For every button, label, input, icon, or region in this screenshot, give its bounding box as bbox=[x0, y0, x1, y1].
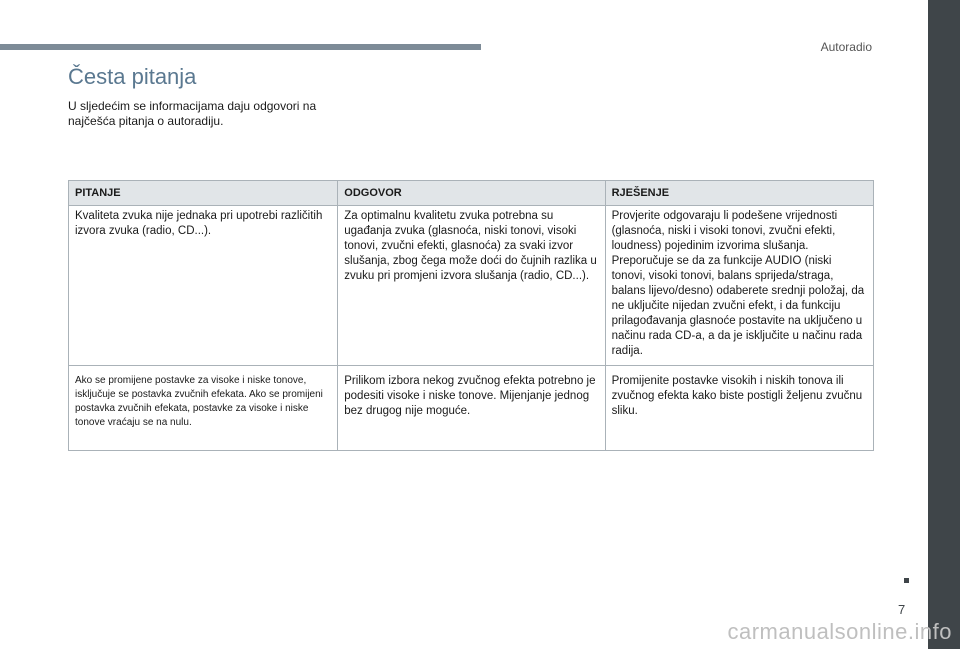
table-row bbox=[69, 366, 874, 451]
page-title: Česta pitanja bbox=[68, 64, 197, 89]
header-answer: ODGOVOR bbox=[338, 181, 605, 206]
side-bar bbox=[928, 0, 960, 649]
header-solution: RJEŠENJE bbox=[605, 181, 873, 206]
page-number: 7 bbox=[898, 602, 906, 617]
header-rule bbox=[0, 44, 481, 50]
faq-table bbox=[68, 180, 874, 451]
watermark: carmanualsonline.info bbox=[727, 619, 952, 644]
section-label: Autoradio bbox=[820, 40, 872, 54]
header-question: PITANJE bbox=[69, 181, 338, 206]
intro-text: U sljedećim se informacijama daju odgovori na najčešća pitanja o autoradiju. bbox=[68, 99, 317, 128]
bullet-marker bbox=[904, 578, 909, 583]
table-header-row bbox=[69, 181, 874, 206]
solution-cell: Provjerite odgovaraju li podešene vrijednosti (glasnoća, niski i visoki tonovi, zvučni efekti, loudness) pojedinim izvorima slušanja. Preporučuje se da za funkcije AUDIO (niski tonovi, visoki tonovi, balans sprijeda/straga, balans lijevo/desno) odaberete srednji položaj, da ne uključite nijedan zvučni efekt, i da funkciju prilagođavanja glasnoće postavite na uključeno u načinu rada CD-a, a da je isključite u načinu rada radija. bbox=[605, 206, 873, 366]
question-cell: Ako se promijene postavke za visoke i niske tonove, isključuje se postavka zvučnih efekata. Ako se promijeni postavka zvučnih efekata, postavke za visoke i niske tonove vraćaju se na nulu. bbox=[69, 366, 338, 451]
table-row bbox=[69, 206, 874, 366]
question-cell: Kvaliteta zvuka nije jednaka pri upotrebi različitih izvora zvuka (radio, CD...). bbox=[69, 206, 338, 366]
answer-cell: Za optimalnu kvalitetu zvuka potrebna su ugađanja zvuka (glasnoća, niski tonovi, visoki tonovi, zvučni efekti, glasnoća) za svaki izvor slušanja, zbog čega može doći do čujnih razlika u zvuku pri promjeni izvora slušanja (radio, CD...). bbox=[338, 206, 605, 366]
solution-cell: Promijenite postavke visokih i niskih tonova ili zvučnog efekta kako biste postigli željenu zvučnu sliku. bbox=[605, 366, 873, 451]
answer-cell: Prilikom izbora nekog zvučnog efekta potrebno je podesiti visoke i niske tonove. Mijenjanje jednog bez drugog nije moguće. bbox=[338, 366, 605, 451]
